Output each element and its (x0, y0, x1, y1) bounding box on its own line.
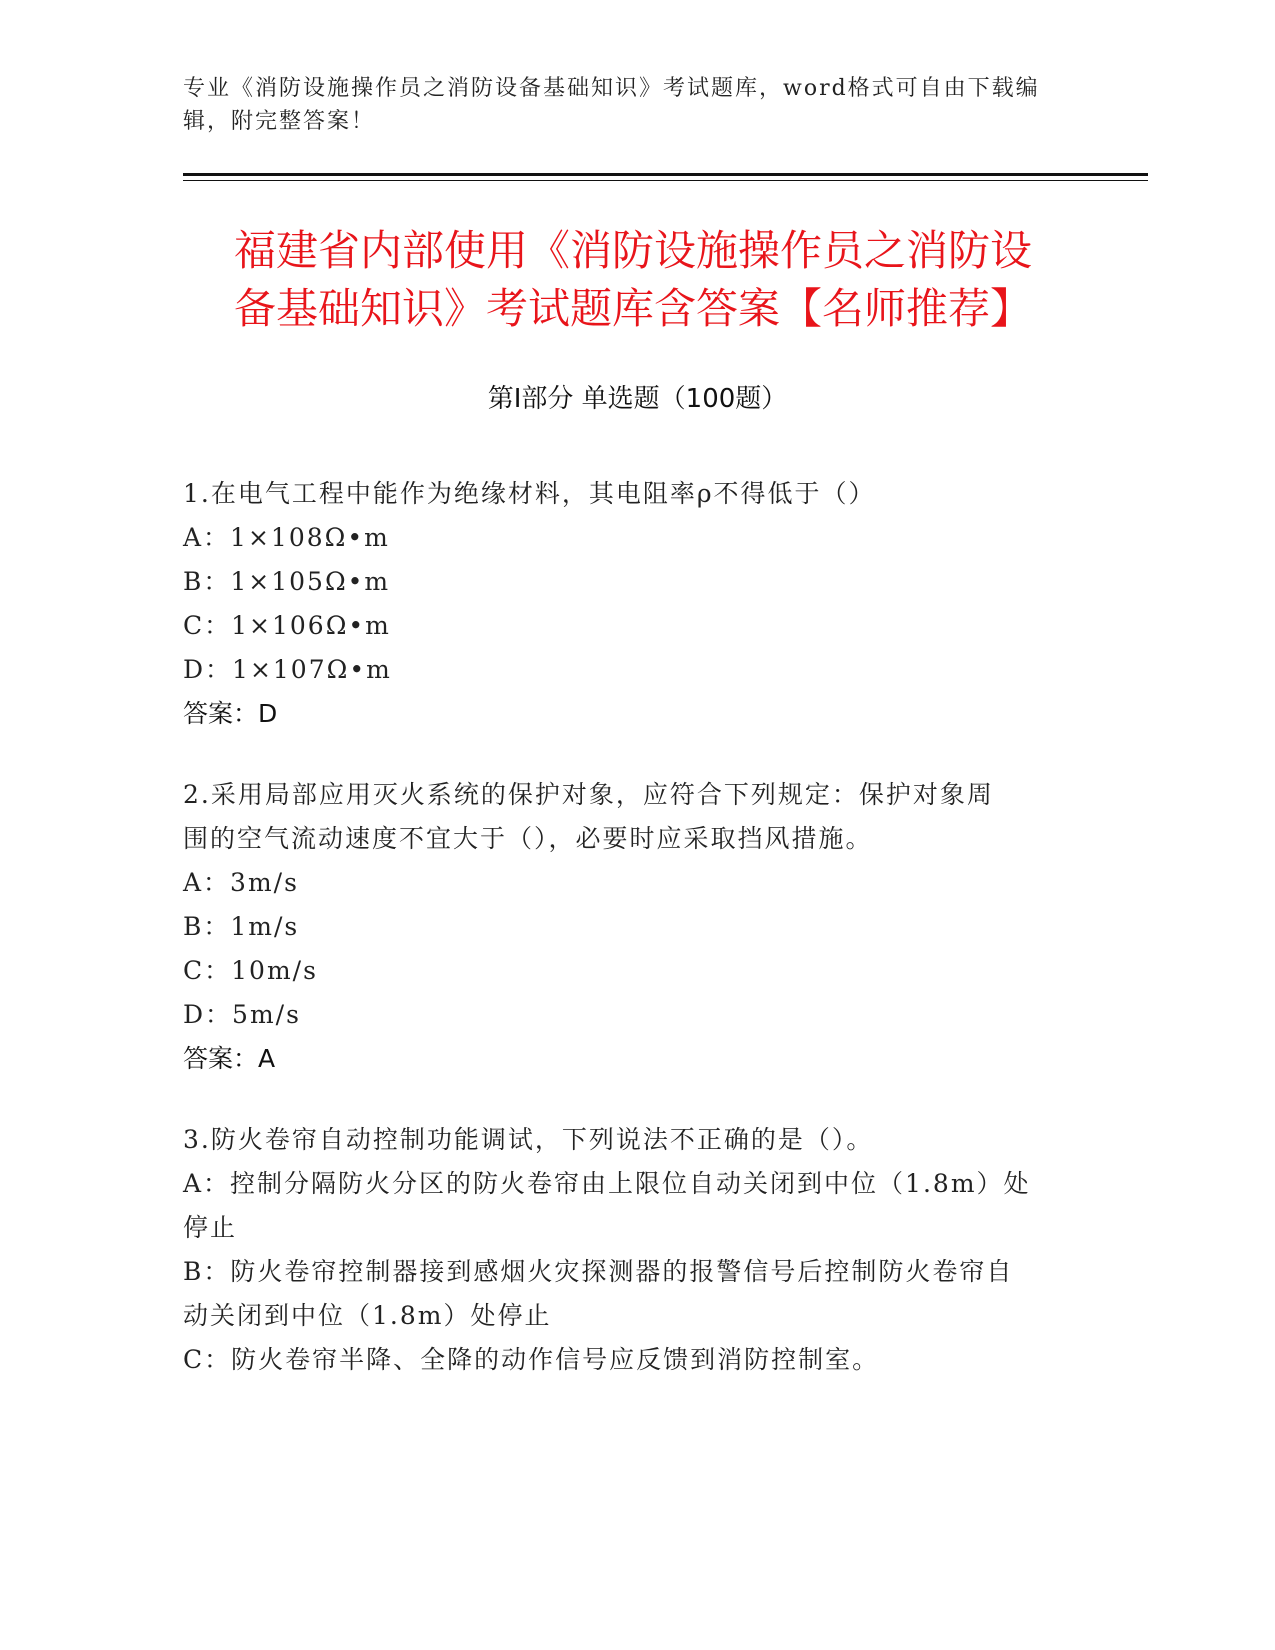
option-a: A：1×108Ω•m (183, 523, 390, 552)
question-stem-line-1: 2.采用局部应用灭火系统的保护对象，应符合下列规定：保护对象周 (183, 780, 994, 809)
question-list (183, 472, 1063, 1419)
option-b: B：1m/s (183, 912, 300, 941)
question-stem: 3.防火卷帘自动控制功能调试，下列说法不正确的是（）。 (183, 1125, 874, 1154)
option-c: C：防火卷帘半降、全降的动作信号应反馈到消防控制室。 (183, 1345, 880, 1374)
question-2 (183, 773, 1063, 1081)
document-title-line-2: 备基础知识》考试题库含答案【名师推荐】 (233, 284, 1032, 333)
header-note (183, 72, 1063, 138)
option-b-continued: 动关闭到中位（1.8m）处停止 (183, 1301, 552, 1330)
option-a: A：3m/s (183, 868, 299, 897)
option-c: C：10m/s (183, 956, 318, 985)
option-b: B：防火卷帘控制器接到感烟火灾探测器的报警信号后控制防火卷帘自 (183, 1257, 1014, 1286)
section-heading: 第Ⅰ部分 单选题（100题） (487, 384, 788, 414)
option-a: A：控制分隔防火分区的防火卷帘由上限位自动关闭到中位（1.8m）处 (183, 1169, 1031, 1198)
header-divider-thick (183, 173, 1148, 176)
header-note-line-2: 辑，附完整答案！ (183, 109, 376, 134)
document-title-line-1: 福建省内部使用《消防设施操作员之消防设 (233, 226, 1032, 275)
option-d: D：1×107Ω•m (183, 655, 392, 684)
option-d: D：5m/s (183, 1000, 301, 1029)
document-title (183, 222, 1083, 338)
option-b: B：1×105Ω•m (183, 567, 391, 596)
option-a-continued: 停止 (183, 1213, 238, 1242)
option-c: C：1×106Ω•m (183, 611, 391, 640)
header-note-line-1: 专业《消防设施操作员之消防设备基础知识》考试题库，word格式可自由下载编 (183, 76, 1040, 101)
question-3 (183, 1118, 1063, 1382)
question-1 (183, 472, 1063, 736)
answer: 答案：A (183, 1044, 276, 1073)
question-stem: 1.在电气工程中能作为绝缘材料，其电阻率ρ不得低于（） (183, 479, 876, 508)
answer: 答案：D (183, 699, 278, 728)
header-divider-thin (183, 180, 1148, 181)
question-stem-line-2: 围的空气流动速度不宜大于（），必要时应采取挡风措施。 (183, 824, 873, 853)
